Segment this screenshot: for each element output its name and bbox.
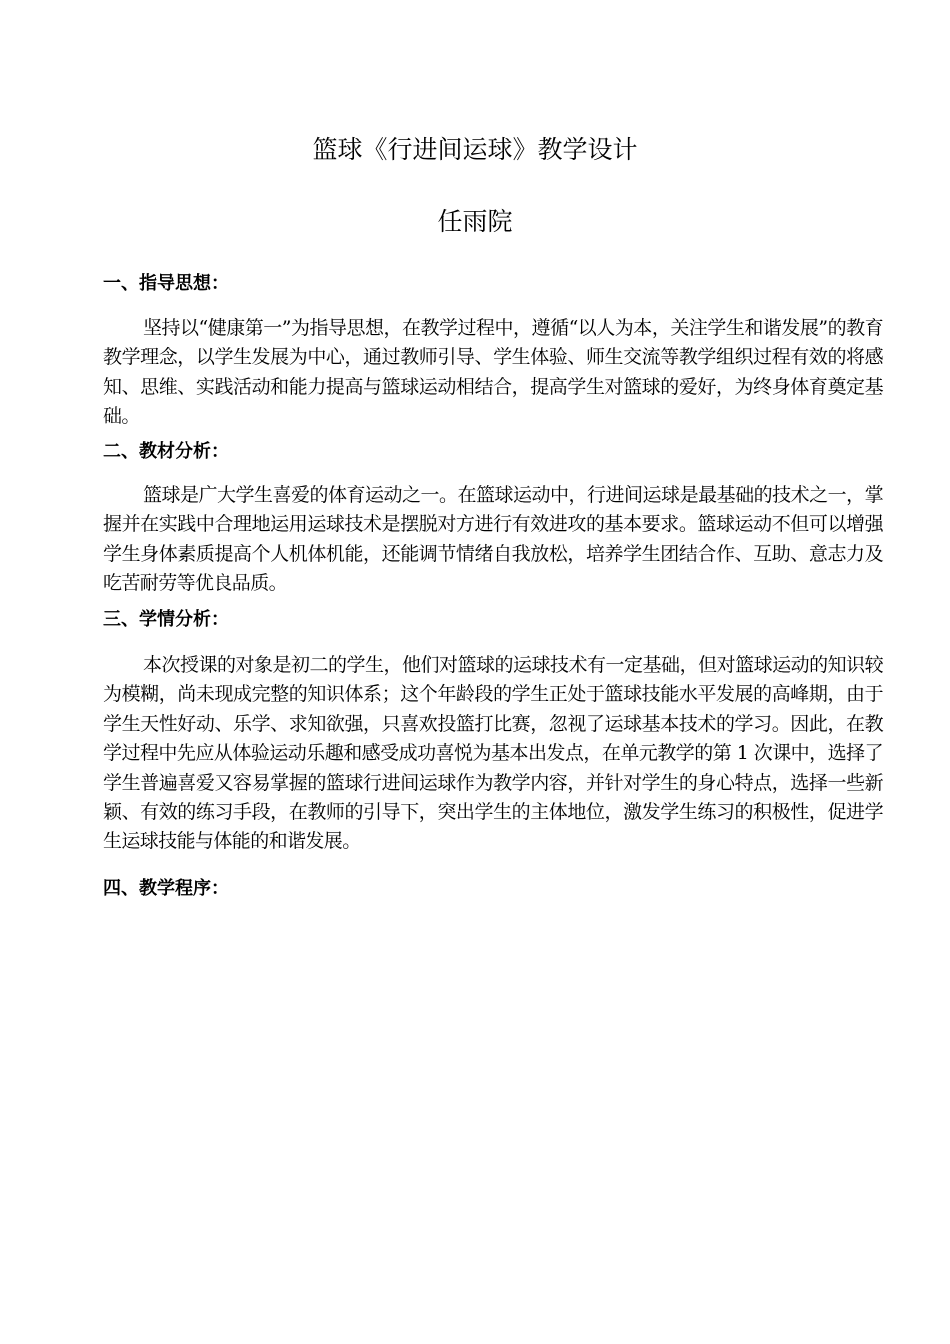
section-heading-teaching-procedure: 四、教学程序： bbox=[103, 878, 229, 899]
document-title: 篮球《行进间运球》教学设计 bbox=[312, 135, 638, 164]
section-heading-guiding-ideology: 一、指导思想： bbox=[103, 273, 229, 294]
section-heading-material-analysis: 二、教材分析： bbox=[103, 441, 229, 462]
section-body-student-analysis: 本次授课的对象是初二的学生，他们对篮球的运球技术有一定基础，但对篮球运动的知识较为模糊，尚未现成完整的知识体系；这个年龄段的学生正处于篮球技能水平发展的高峰期，由于学生天性好动、乐学、求知欲强，只喜欢投篮打比赛，忽视了运球基本技术的学习。因此，在教学过程中先应从体验运动乐趣和感受成功喜悦为基本出发点，在单元教学的第 1 次课中，选择了学生普遍喜爱又容易掌握的篮球行进间运球作为教学内容，并针对学生的身心特点，选择一些新颖、有效的练习手段，在教师的引导下，突出学生的主体地位，激发学生练习的积极性，促进学生运球技能与体能的和谐发展。 bbox=[103, 654, 883, 853]
section-body-material-analysis: 篮球是广大学生喜爱的体育运动之一。在篮球运动中，行进间运球是最基础的技术之一，掌握并在实践中合理地运用运球技术是摆脱对方进行有效进攻的基本要求。篮球运动不但可以增强学生身体素质提高个人机体机能，还能调节情绪自我放松，培养学生团结合作、互助、意志力及吃苦耐劳等优良品质。 bbox=[103, 484, 883, 595]
section-body-guiding-ideology: 坚持以“健康第一”为指导思想，在教学过程中，遵循“以人为本，关注学生和谐发展”的教育教学理念，以学生发展为中心，通过教师引导、学生体验、师生交流等教学组织过程有效的将感知、思维、实践活动和能力提高与篮球运动相结合，提高学生对篮球的爱好，为终身体育奠定基础。 bbox=[103, 317, 883, 428]
section-heading-student-analysis: 三、学情分析： bbox=[103, 609, 229, 630]
document-author: 任雨院 bbox=[437, 207, 513, 236]
